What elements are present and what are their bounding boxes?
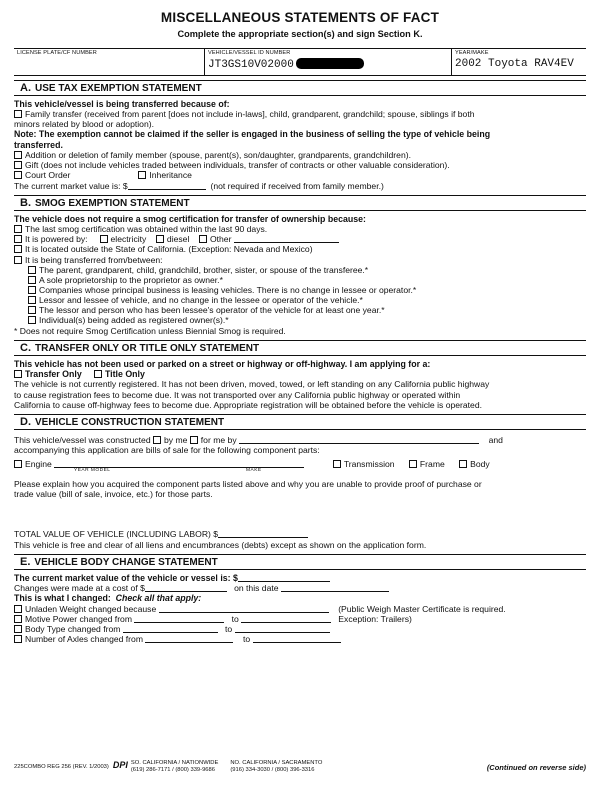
last-smog-checkbox[interactable] [14, 225, 22, 233]
body-type-to-label: to [224, 623, 233, 634]
transmission-checkbox[interactable] [333, 460, 341, 468]
note-text: Note: The exemption cannot be claimed if the seller is engaged in the business of selling the type of vehicle being [14, 129, 491, 140]
section-e-letter: E. [20, 555, 31, 568]
relative-checkbox[interactable] [28, 266, 36, 274]
on-this-date-label: on this date [234, 583, 279, 594]
no-cal-phone: (916) 334-3030 / (800) 396-3316 [230, 766, 315, 773]
accompanying-label: accompanying this application are bills of sale for the following component parts: [14, 444, 320, 455]
title-only-checkbox[interactable] [94, 370, 102, 378]
diesel-checkbox[interactable] [156, 235, 164, 243]
section-c-heading: TRANSFER ONLY OR TITLE ONLY STATEMENT [35, 342, 260, 354]
sole-proprietorship-label: A sole proprietorship to the proprietor as owner.* [39, 274, 223, 285]
lessee-operator-label: The lessor and person who has been lessee's operator of the vehicle for at least one year.* [39, 305, 385, 316]
outside-california-checkbox[interactable] [14, 245, 22, 253]
unladen-weight-field[interactable] [159, 604, 329, 613]
inheritance-label: Inheritance [149, 170, 192, 181]
other-field[interactable] [234, 234, 339, 243]
section-b-heading: SMOG EXEMPTION STATEMENT [35, 197, 190, 209]
transfer-only-checkbox[interactable] [14, 370, 22, 378]
axles-label: Number of Axles changed from [25, 634, 143, 644]
body-type-checkbox[interactable] [14, 625, 22, 633]
body-checkbox[interactable] [459, 460, 467, 468]
section-b-header [14, 195, 586, 211]
section-a-header [14, 80, 586, 96]
section-e-heading: VEHICLE BODY CHANGE STATEMENT [34, 556, 218, 568]
year-model-label: YEAR MODEL [74, 468, 111, 474]
engine-checkbox[interactable] [14, 460, 22, 468]
gift-label: Gift (does not include vehicles traded between individuals, transfer of contracts or other valuable consideration). [25, 160, 450, 171]
other-label: Other [209, 234, 232, 245]
by-me-label: by me [164, 434, 188, 445]
body-type-label: Body Type changed from [25, 623, 121, 634]
vin-field[interactable] [204, 49, 451, 75]
vin-value: JT3GS10V02000 [208, 59, 294, 72]
electricity-label: electricity [110, 234, 147, 245]
redaction-mark [296, 58, 364, 69]
so-cal-label: SO. CALIFORNIA / NATIONWIDE [130, 760, 219, 766]
make-label: MAKE [246, 468, 262, 474]
changes-cost-label: Changes were made at a cost of $ [14, 583, 145, 594]
for-me-by-checkbox[interactable] [190, 436, 198, 444]
axles-from-field[interactable] [145, 634, 233, 643]
axles-checkbox[interactable] [14, 635, 22, 643]
for-me-by-label: for me by [200, 434, 237, 445]
body-type-from-field[interactable] [123, 624, 218, 633]
by-me-checkbox[interactable] [153, 436, 161, 444]
section-a-intro: This vehicle/vessel is being transferred because of: [14, 98, 230, 109]
vin-label: VEHICLE/VESSEL ID NUMBER [208, 49, 291, 56]
note-text-cont: transferred. [14, 139, 63, 150]
form-title: MISCELLANEOUS STATEMENTS OF FACT [160, 10, 440, 25]
court-order-checkbox[interactable] [14, 171, 22, 179]
owners-added-checkbox[interactable] [28, 316, 36, 324]
explain-label-cont: trade value (bill of sale, invoice, etc.) for those parts. [14, 489, 213, 500]
motive-to-field[interactable] [241, 614, 331, 623]
engine-label: Engine [25, 459, 52, 470]
motive-from-field[interactable] [134, 614, 224, 623]
market-value-note: (not required if received from family member.) [210, 180, 384, 191]
dpi-logo: DPI [112, 760, 128, 770]
license-plate-field[interactable] [14, 49, 204, 75]
family-transfer-label-cont: minors related by blood or adoption). [14, 119, 154, 130]
continued-note: (Continued on reverse side) [486, 763, 586, 772]
year-make-value: 2002 Toyota RAV4EV [455, 58, 574, 71]
form-footer [14, 760, 586, 774]
engine-field[interactable] [54, 459, 304, 468]
e-market-value-label: The current market value of the vehicle or vessel is: $ [14, 572, 238, 583]
diesel-label: diesel [166, 234, 190, 245]
constructed-by-field[interactable] [239, 435, 479, 444]
transmission-label: Transmission [343, 459, 395, 470]
leasing-companies-label: Companies whose principal business is leasing vehicles. There is no change in lessee or operator.* [39, 284, 417, 295]
sole-proprietorship-checkbox[interactable] [28, 276, 36, 284]
powered-by-checkbox[interactable] [14, 235, 22, 243]
gift-checkbox[interactable] [14, 161, 22, 169]
leasing-companies-checkbox[interactable] [28, 286, 36, 294]
unladen-weight-label: Unladen Weight changed because [25, 603, 157, 614]
last-smog-label: The last smog certification was obtained within the last 90 days. [25, 224, 268, 235]
inheritance-checkbox[interactable] [138, 171, 146, 179]
vehicle-id-row [14, 48, 586, 76]
market-value-label: The current market value is: $ [14, 180, 128, 191]
changes-cost-field[interactable] [145, 583, 227, 592]
frame-label: Frame [419, 459, 445, 470]
constructed-label: This vehicle/vessel was constructed [14, 434, 151, 445]
owners-added-label: Individual(s) being added as registered owner(s).* [39, 315, 229, 326]
what-changed-label: This is what I changed: [14, 593, 111, 604]
powered-by-label: It is powered by: [25, 234, 88, 245]
trailers-exception-note: Exception: Trailers) [338, 613, 412, 624]
form-number: 225COMBO REG 256 (REV. 1/2003) [14, 764, 109, 770]
total-value-field[interactable] [218, 529, 308, 538]
and-label: and [488, 434, 503, 445]
weigh-master-note: (Public Weigh Master Certificate is required. [338, 603, 506, 614]
change-date-field[interactable] [281, 583, 389, 592]
explain-label: Please explain how you acquired the component parts listed above and why you are unable to provide proof of purchase or [14, 479, 482, 490]
motive-power-label: Motive Power changed from [25, 613, 132, 624]
section-c-letter: C. [20, 341, 31, 354]
transferred-between-label: It is being transferred from/between: [25, 254, 163, 265]
axles-to-field[interactable] [253, 634, 341, 643]
other-checkbox[interactable] [199, 235, 207, 243]
lessee-operator-checkbox[interactable] [28, 306, 36, 314]
e-market-value-field[interactable] [238, 573, 330, 582]
section-d-heading: VEHICLE CONSTRUCTION STATEMENT [35, 416, 225, 428]
section-d-letter: D. [20, 415, 31, 428]
unladen-weight-checkbox[interactable] [14, 605, 22, 613]
section-c-body-line2: to cause registration fees to become due. It was not transported over any California public highway or operated within [14, 389, 461, 400]
smog-footnote: * Does not require Smog Certification unless Biennial Smog is required. [14, 325, 286, 336]
court-order-label: Court Order [25, 170, 71, 181]
section-c-header [14, 340, 586, 356]
section-c-body-line3: California to cause off-highway fees to become due. Appropriate registration will be obtained before the vehicle is operated. [14, 399, 483, 410]
motive-to-label: to [231, 613, 239, 624]
explain-area[interactable] [14, 499, 586, 529]
relative-label: The parent, grandparent, child, grandchild, brother, sister, or spouse of the transferee.* [39, 264, 369, 275]
license-plate-label: LICENSE PLATE/CF NUMBER [17, 49, 97, 56]
body-label: Body [470, 459, 490, 470]
lessor-lessee-checkbox[interactable] [28, 296, 36, 304]
section-d-header [14, 414, 586, 430]
section-c-body-line1: The vehicle is not currently registered. It has not been driven, moved, towed, or left standing on any California public highway [14, 379, 490, 390]
section-b-letter: B. [20, 196, 31, 209]
addition-deletion-checkbox[interactable] [14, 151, 22, 159]
form-subtitle: Complete the appropriate section(s) and sign Section K. [177, 28, 423, 39]
year-make-field[interactable] [451, 49, 586, 75]
addition-deletion-label: Addition or deletion of family member (spouse, parent(s), son/daughter, grandparents, grandchildren). [25, 150, 411, 161]
frame-checkbox[interactable] [409, 460, 417, 468]
electricity-checkbox[interactable] [100, 235, 108, 243]
section-e-header [14, 554, 586, 570]
transfer-only-label: Transfer Only [25, 369, 82, 380]
section-c-intro: This vehicle has not been used or parked on a street or highway or off-highway. I am applying for a: [14, 358, 431, 369]
section-a-letter: A. [20, 81, 31, 94]
motive-power-checkbox[interactable] [14, 615, 22, 623]
total-value-label: TOTAL VALUE OF VEHICLE (INCLUDING LABOR) $ [14, 529, 219, 540]
no-cal-label: NO. CALIFORNIA / SACRAMENTO [230, 760, 323, 766]
check-all-label: Check all that apply: [115, 593, 202, 604]
year-make-label: YEAR/MAKE [455, 49, 489, 56]
transferred-between-checkbox[interactable] [14, 256, 22, 264]
lessor-lessee-label: Lessor and lessee of vehicle, and no change in the lessee or operator of the vehicle.* [39, 295, 363, 306]
axles-to-label: to [242, 634, 251, 644]
title-only-label: Title Only [104, 369, 145, 380]
section-b-intro: The vehicle does not require a smog certification for transfer of ownership because: [14, 213, 366, 224]
family-transfer-checkbox[interactable] [14, 110, 22, 118]
outside-california-label: It is located outside the State of California. (Exception: Nevada and Mexico) [25, 244, 313, 255]
section-a-heading: USE TAX EXEMPTION STATEMENT [35, 82, 202, 94]
body-type-to-field[interactable] [235, 624, 330, 633]
family-transfer-label: Family transfer (received from parent [does not include in-laws], child, grandparent, grandchild; spouse, siblings if both [25, 109, 475, 120]
free-clear-label: This vehicle is free and clear of all liens and encumbrances (debts) except as shown on the application form. [14, 539, 427, 550]
market-value-field[interactable] [128, 181, 206, 190]
so-cal-phone: (619) 286-7171 / (800) 339-9686 [130, 766, 215, 773]
